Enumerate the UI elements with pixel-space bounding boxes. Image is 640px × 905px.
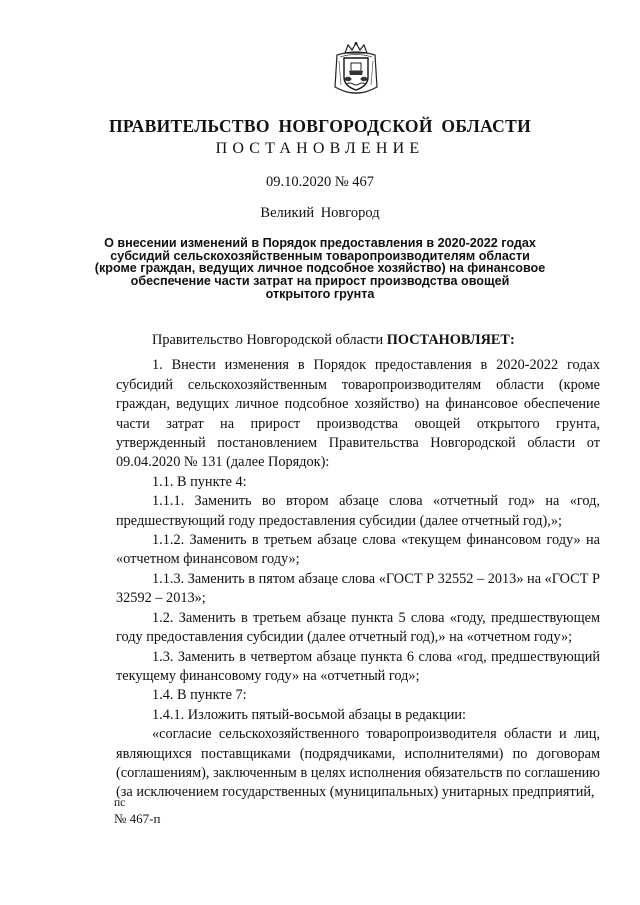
subject-line: (кроме граждан, ведущих личное подсобное хозяйство) на финансовое xyxy=(94,261,546,276)
body-paragraph: 1.1.3. Заменить в пятом абзаце слова «ГОСТ Р 32552 – 2013» на «ГОСТ Р 32592 – 2013»; xyxy=(116,570,600,607)
body-paragraph: «согласие сельскохозяйственного товаропроизводителя области и лиц, являющихся поставщиками (подрядчиками, исполнителями) по договорам (соглашениям), заключенным в целях исполнения обязательств по соглашению (за исключением государственных (муниципальных) унитарных предприятий, xyxy=(116,726,600,801)
body-paragraph: 1.4.1. Изложить пятый-восьмой абзацы в редакции: xyxy=(152,706,467,723)
document-body xyxy=(116,331,600,803)
subject-line: обеспечение части затрат на прирост производства овощей xyxy=(130,274,510,289)
document-subject xyxy=(70,237,570,301)
document-date-number: 09.10.2020 № 467 xyxy=(265,174,375,190)
body-paragraph: 1.1.2. Заменить в третьем абзаце слова «текущем финансовом году» на «отчетном финансовом году»; xyxy=(116,532,600,568)
document-city: Великий Новгород xyxy=(260,205,380,221)
government-title: ПРАВИТЕЛЬСТВО НОВГОРОДСКОЙ ОБЛАСТИ xyxy=(109,116,531,136)
body-paragraph: 1. Внести изменения в Порядок предоставления в 2020-2022 годах субсидий сельскохозяйственным товаропроизводителям области (кроме граждан, ведущих личное подсобное хозяйство) на финансовое обеспечение части затрат на прирост производства овощей открытого грунта, утвержденный постановлением Правительства Новгородской области от 09.04.2020 № 131 (далее Порядок): xyxy=(116,357,600,471)
footer-initials: пс xyxy=(114,797,126,809)
subject-line: субсидий сельскохозяйственным товаропроизводителям области xyxy=(110,248,530,263)
body-paragraph: 1.2. Заменить в третьем абзаце пункта 5 слова «году, предшествующем году предоставления субсидии (далее отчетный год),» на «отчетном году»; xyxy=(116,609,600,646)
body-paragraph: 1.1. В пункте 4: xyxy=(152,473,247,490)
novgorod-coat-of-arms-icon xyxy=(331,41,381,97)
body-paragraph: 1.4. В пункте 7: xyxy=(152,687,247,704)
subject-line: О внесении изменений в Порядок предоставления в 2020-2022 годах xyxy=(104,236,536,250)
document-type: ПОСТАНОВЛЕНИЕ xyxy=(215,140,425,157)
subject-line: открытого грунта xyxy=(265,286,375,301)
document-footer xyxy=(114,796,160,826)
intro-text: Правительство Новгородской области xyxy=(152,332,384,348)
resolution-intro xyxy=(116,331,600,350)
body-paragraph: 1.1.1. Заменить во втором абзаце слова «отчетный год» на «год, предшествующий году предоставления субсидии (далее отчетный год),»; xyxy=(116,493,600,529)
footer-doc-code: № 467-п xyxy=(114,811,161,826)
intro-bold: ПОСТАНОВЛЯЕТ: xyxy=(386,332,515,348)
body-paragraph: 1.3. Заменить в четвертом абзаце пункта 6 слова «год, предшествующий текущему финансовому году» на «отчетный год»; xyxy=(116,648,600,684)
